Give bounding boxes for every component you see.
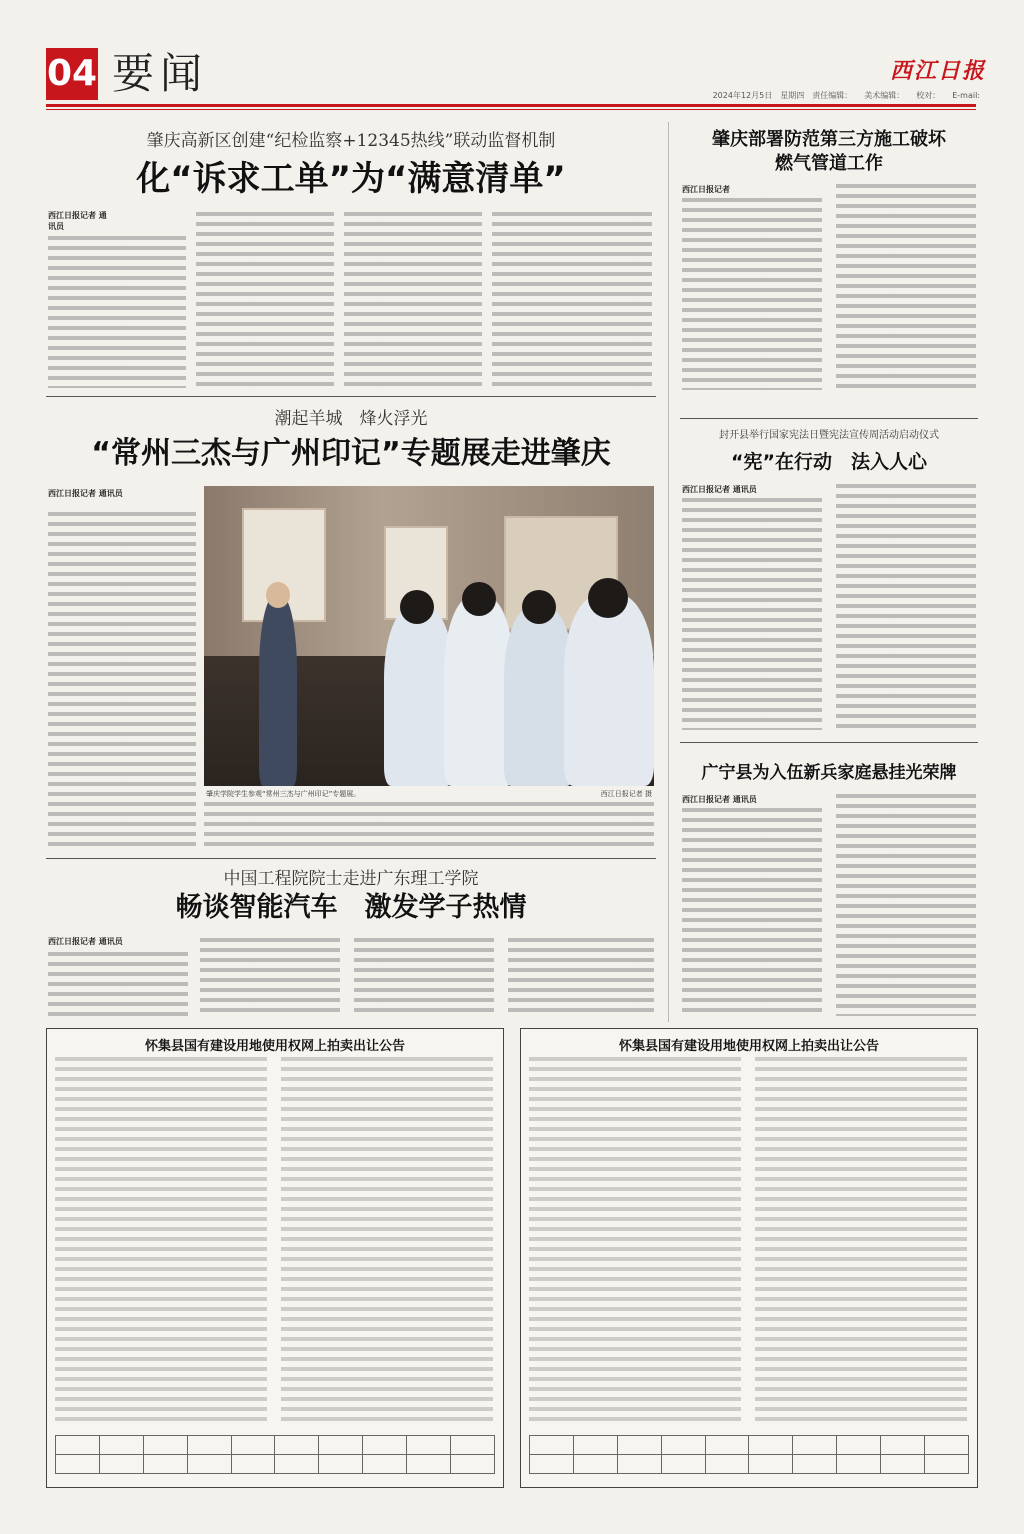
story1-headline: 化“诉求工单”为“满意清单” xyxy=(136,159,566,199)
land-auction-notice-left xyxy=(46,1028,504,1488)
story1-body-col4 xyxy=(492,212,652,388)
photo-caption: 肇庆学院学生参观“常州三杰与广州印记”专题展。 xyxy=(206,790,361,798)
column-divider xyxy=(668,122,669,1022)
notice-table xyxy=(529,1435,969,1474)
page-number: 04 xyxy=(46,48,98,100)
story3-byline: 西江日报记者 通讯员 xyxy=(48,937,123,946)
side2-body-col2 xyxy=(836,484,976,730)
notice-body-col1 xyxy=(529,1057,741,1427)
masthead-rule-thin xyxy=(46,109,976,110)
story3-kicker: 中国工程院院士走进广东理工学院 xyxy=(223,869,479,889)
divider xyxy=(46,396,656,397)
story3-body-col2 xyxy=(200,938,340,1016)
divider xyxy=(680,418,978,419)
story1-byline: 西江日报记者 通讯员 xyxy=(48,211,107,231)
side1-byline: 西江日报记者 xyxy=(682,185,730,194)
issue-meta: 2024年12月5日 星期四 责任编辑： 美术编辑： 校对： E-mail: xyxy=(712,91,980,100)
notice-title: 怀集县国有建设用地使用权网上拍卖出让公告 xyxy=(144,1039,405,1054)
notice-body-col2 xyxy=(281,1057,493,1427)
side2-body-col1 xyxy=(682,498,822,730)
story2-byline: 西江日报记者 通讯员 xyxy=(48,489,123,498)
side3-byline: 西江日报记者 通讯员 xyxy=(682,795,757,804)
story1-body-col1 xyxy=(48,236,186,388)
notice-body-col2 xyxy=(755,1057,967,1427)
notice-table xyxy=(55,1435,495,1474)
story2-body-bottom xyxy=(204,802,654,852)
section-title: 要闻 xyxy=(112,49,209,98)
divider xyxy=(46,858,656,859)
exhibition-photo xyxy=(204,486,654,786)
story3-body-col4 xyxy=(508,938,654,1016)
side3-body-col1 xyxy=(682,808,822,1016)
story1-kicker: 肇庆高新区创建“纪检监察+12345热线”联动监督机制 xyxy=(146,131,556,151)
side3-body-col2 xyxy=(836,794,976,1016)
notice-title: 怀集县国有建设用地使用权网上拍卖出让公告 xyxy=(618,1039,879,1054)
photo-credit: 西江日报记者 摄 xyxy=(600,790,652,798)
story3-headline: 畅谈智能汽车 激发学子热情 xyxy=(175,892,527,923)
story2-headline: “常州三杰与广州印记”专题展走进肇庆 xyxy=(91,436,611,471)
story3-body-col1 xyxy=(48,952,188,1016)
story3-body-col3 xyxy=(354,938,494,1016)
side1-headline-line1: 肇庆部署防范第三方施工破坏 xyxy=(712,129,946,150)
story1-body-col3 xyxy=(344,212,482,388)
side1-body-col1 xyxy=(682,198,822,390)
side2-headline: “宪”在行动 法入人心 xyxy=(731,451,927,473)
side2-byline: 西江日报记者 通讯员 xyxy=(682,485,757,494)
side2-kicker: 封开县举行国家宪法日暨宪法宣传周活动启动仪式 xyxy=(719,430,939,441)
side3-headline: 广宁县为入伍新兵家庭悬挂光荣牌 xyxy=(701,763,957,783)
story2-kicker: 潮起羊城 烽火浮光 xyxy=(274,409,428,429)
land-auction-notice-right xyxy=(520,1028,978,1488)
divider xyxy=(680,742,978,743)
story1-body-col2 xyxy=(196,212,334,388)
side1-body-col2 xyxy=(836,184,976,390)
story2-body-col1 xyxy=(48,512,196,852)
notice-body-col1 xyxy=(55,1057,267,1427)
masthead-rule xyxy=(46,104,976,107)
newspaper-logo: 西江日报 xyxy=(890,58,987,84)
side1-headline-line2: 燃气管道工作 xyxy=(775,153,883,174)
